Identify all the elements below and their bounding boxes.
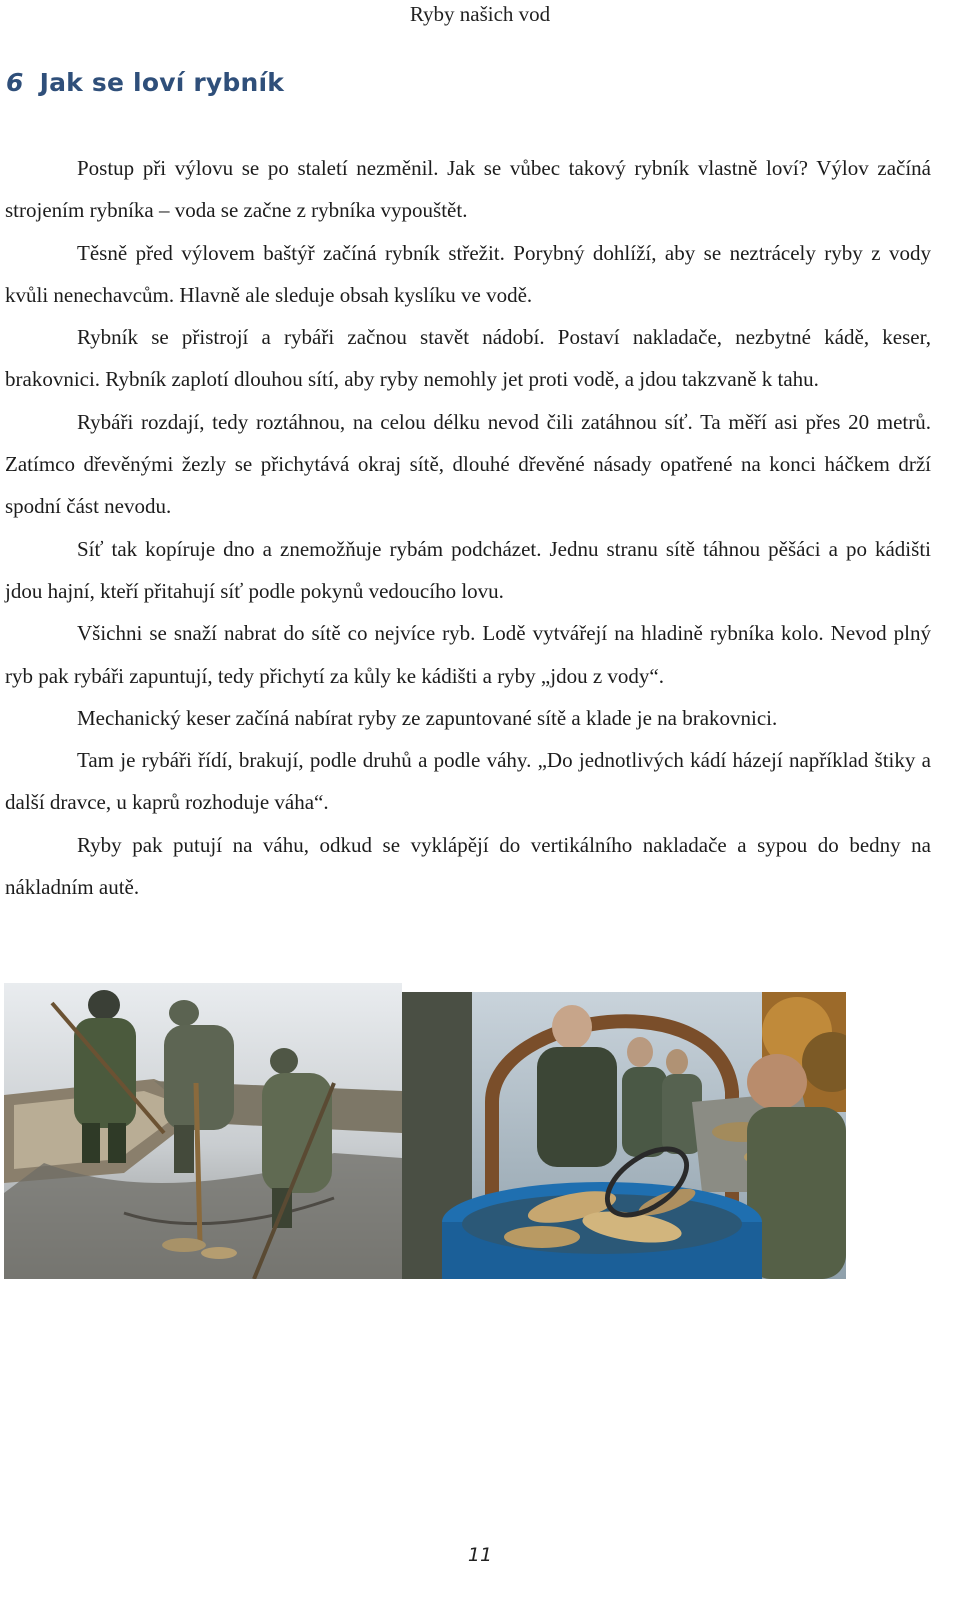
running-header: Ryby našich vod [409, 2, 551, 26]
paragraph: Těsně před výlovem baštýř začíná rybník střežit. Porybný dohlíží, aby se neztrácely ryby z vody kvůli nenechavcům. Hlavně ale sleduje obsah kyslíku ve vodě. [5, 240, 931, 307]
paragraph: Všichni se snaží nabrat do sítě co nejvíce ryb. Lodě vytvářejí na hladině rybníka kolo. Nevod plný ryb pak rybáři zapuntují, tedy přichytí za kůly ke kádišti a ryby „jdou z vody“. [5, 621, 931, 688]
page-number: 11 [467, 1544, 493, 1566]
paragraph: Rybník se přistrojí a rybáři začnou stavět nádobí. Postaví nakladače, nezbytné kádě, keser, brakovnici. Rybník zaplotí dlouhou sítí, aby ryby nemohly jet proti vodě, a jdou takzvaně k tahu. [5, 325, 931, 392]
paragraph: Mechanický keser začíná nabírat ryby ze zapuntované sítě a klade je na brakovnici. [77, 705, 778, 730]
paragraph: Síť tak kopíruje dno a znemožňuje rybám podcházet. Jednu stranu sítě táhnou pěšáci a po kádišti jdou hajní, kteří přitahují síť podle pokynů vedoucího lovu. [5, 536, 931, 603]
paragraph: Ryby pak putují na váhu, odkud se vyklápějí do vertikálního nakladače a sypou do bedny na nákladním autě. [5, 832, 931, 900]
chapter-heading [6, 68, 284, 97]
paragraph: Postup při výlovu se po staletí nezměnil. Jak se vůbec takový rybník vlastně loví? Výlov začíná strojením rybníka – voda se začne z rybníka vypouštět. [5, 156, 931, 223]
paragraph: Tam je rybáři řídí, brakují, podle druhů a podle váhy. „Do jednotlivých kádí házejí například štiky a další dravce, u kaprů rozhoduje váha“. [5, 748, 931, 815]
chapter-body [5, 147, 931, 908]
photo-fishermen-net [4, 983, 402, 1279]
photo-fish-sorting [402, 992, 846, 1279]
paragraph: Rybáři rozdají, tedy roztáhnou, na celou délku nevod čili zatáhnou síť. Ta měří asi přes 20 metrů. Zatímco dřevěnými žezly se přichytává okraj sítě, dlouhé dřevěné násady opatřené na konci háčkem drží spodní část nevodu. [5, 409, 931, 519]
chapter-title: Jak se loví rybník [39, 68, 285, 97]
chapter-number: 6 [6, 68, 24, 97]
